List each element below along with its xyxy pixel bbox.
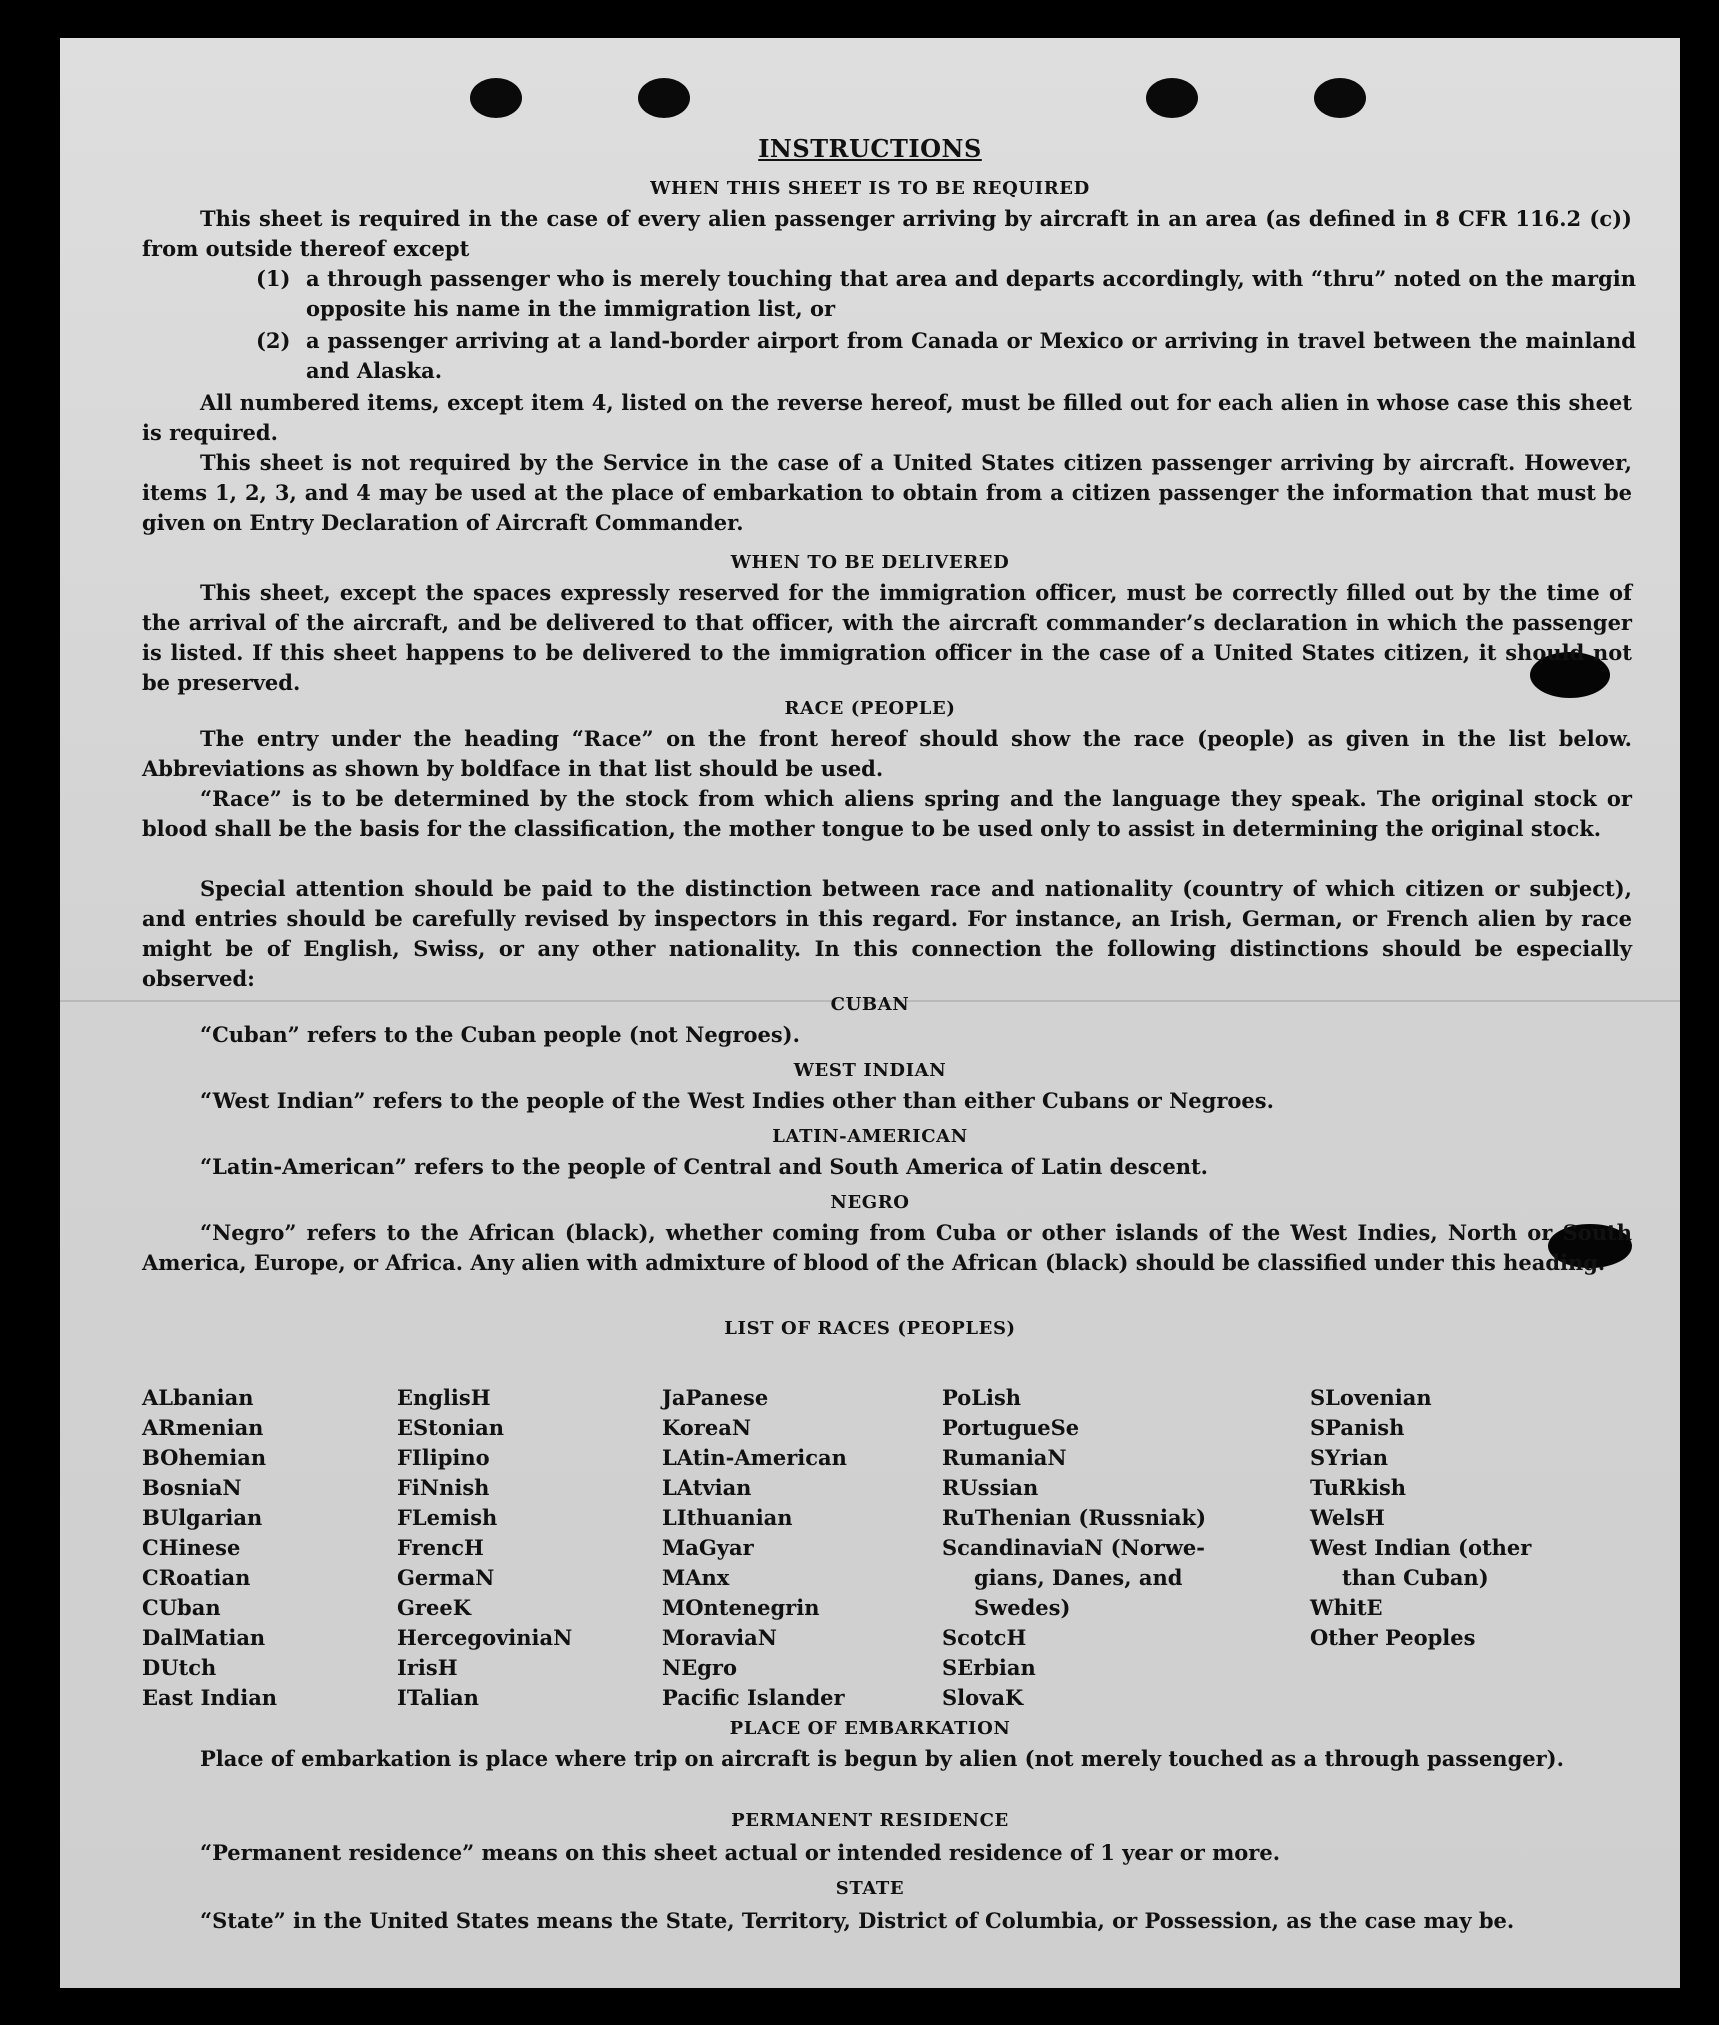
race-entry: GermaN	[397, 1565, 495, 1590]
race-entry: DalMatian	[142, 1625, 266, 1650]
race-entry: SLovenian	[1310, 1385, 1432, 1410]
race-entry: PortugueSe	[942, 1415, 1080, 1440]
race-column	[942, 1383, 1206, 1713]
race-entry: JaPanese	[662, 1385, 769, 1410]
paragraph: Special attention should be paid to the distinction between race and nationality (country of which citizen or subject), and entries should be carefully revised by inspectors in this regard. For instance, an Irish, German, or French alien by race might be of English, Swiss, or any other nationality. In this connection the following distinctions should be especially observed:	[142, 876, 1632, 991]
item-text: a through passenger who is merely touching that area and departs accordingly, with “thru” noted on the margin opposite his name in the immigration list, or	[306, 266, 1636, 321]
race-entry: RUssian	[942, 1475, 1039, 1500]
race-entry: EnglisH	[397, 1385, 491, 1410]
section-heading: WHEN THIS SHEET IS TO BE REQUIRED	[650, 178, 1090, 199]
paragraph: This sheet is required in the case of every alien passenger arriving by aircraft in an area (as defined in 8 CFR 116.2 (c)) from outside thereof except	[142, 206, 1632, 261]
race-entry: FLemish	[397, 1505, 498, 1530]
race-entry: LIthuanian	[662, 1505, 793, 1530]
punch-hole	[1314, 78, 1366, 118]
race-entry: FrencH	[397, 1535, 484, 1560]
paragraph: “Cuban” refers to the Cuban people (not Negroes).	[200, 1022, 800, 1047]
race-entry: West Indian (other	[1310, 1535, 1532, 1560]
race-entry: SYrian	[1310, 1445, 1389, 1470]
race-entry: MAnx	[662, 1565, 730, 1590]
race-entry: RumaniaN	[942, 1445, 1067, 1470]
section-heading: PLACE OF EMBARKATION	[729, 1718, 1011, 1739]
section-heading: STATE	[835, 1878, 905, 1899]
race-entry: GreeK	[397, 1595, 471, 1620]
race-entry: SErbian	[942, 1655, 1036, 1680]
race-entry: ALbanian	[142, 1385, 254, 1410]
race-column	[1310, 1383, 1531, 1653]
race-column	[662, 1383, 847, 1713]
race-entry: East Indian	[142, 1685, 278, 1710]
race-entry: SlovaK	[942, 1685, 1024, 1710]
paragraph: “Race” is to be determined by the stock from which aliens spring and the language they speak. The original stock or blood shall be the basis for the classification, the mother tongue to be used only to assist in determining the original stock.	[142, 786, 1632, 841]
paragraph: “Negro” refers to the African (black), whether coming from Cuba or other islands of the West Indies, North or South America, Europe, or Africa. Any alien with admixture of blood of the African (black) should be classified under this heading.	[142, 1220, 1632, 1275]
race-entry: ScotcH	[942, 1625, 1027, 1650]
race-entry: WelsH	[1310, 1505, 1385, 1530]
paragraph: “West Indian” refers to the people of the West Indies other than either Cubans or Negroes.	[200, 1088, 1274, 1113]
race-entry: NEgro	[662, 1655, 737, 1680]
paragraph: “State” in the United States means the State, Territory, District of Columbia, or Possession, as the case may be.	[200, 1908, 1515, 1933]
race-entry: Pacific Islander	[662, 1685, 845, 1710]
section-heading: WHEN TO BE DELIVERED	[730, 552, 1010, 573]
race-entry: RuThenian (Russniak)	[942, 1505, 1207, 1530]
race-entry: FIlipino	[397, 1445, 490, 1470]
numbered-item	[256, 264, 1636, 324]
race-entry: PoLish	[942, 1385, 1022, 1410]
race-entry: WhitE	[1310, 1595, 1383, 1620]
race-entry: TuRkish	[1310, 1475, 1407, 1500]
page-title: INSTRUCTIONS	[758, 134, 982, 163]
race-entry: than Cuban)	[1342, 1565, 1489, 1590]
punch-hole	[638, 78, 690, 118]
paragraph: Place of embarkation is place where trip on aircraft is begun by alien (not merely touched as a through passenger).	[200, 1746, 1564, 1771]
race-entry: Other Peoples	[1310, 1625, 1476, 1650]
race-entry: Swedes)	[974, 1595, 1071, 1620]
race-entry: SPanish	[1310, 1415, 1405, 1440]
race-entry: CHinese	[142, 1535, 241, 1560]
section-heading: CUBAN	[830, 994, 910, 1015]
race-entry: BUlgarian	[142, 1505, 263, 1530]
race-column	[142, 1383, 277, 1713]
race-entry: MOntenegrin	[662, 1595, 820, 1620]
section-heading: NEGRO	[830, 1192, 910, 1213]
section-heading: PERMANENT RESIDENCE	[731, 1810, 1009, 1831]
section-heading: LIST OF RACES (PEOPLES)	[724, 1318, 1016, 1339]
race-entry: ARmenian	[142, 1415, 264, 1440]
race-entry: MoraviaN	[662, 1625, 777, 1650]
race-entry: HercegoviniaN	[397, 1625, 573, 1650]
paragraph: This sheet, except the spaces expressly reserved for the immigration officer, must be correctly filled out by the time of the arrival of the aircraft, and be delivered to that officer, with the aircraft commander’s declaration in which the passenger is listed. If this sheet happens to be delivered to the immigration officer in the case of a United States citizen, it should not be preserved.	[142, 580, 1632, 695]
numbered-item	[256, 326, 1636, 386]
race-entry: gians, Danes, and	[974, 1565, 1183, 1590]
item-text: a passenger arriving at a land-border airport from Canada or Mexico or arriving in travel between the mainland and Alaska.	[306, 328, 1636, 383]
punch-hole	[470, 78, 522, 118]
race-entry: ITalian	[397, 1685, 479, 1710]
section-heading: WEST INDIAN	[793, 1060, 947, 1081]
item-number: (2)	[256, 328, 291, 353]
race-entry: FiNnish	[397, 1475, 490, 1500]
race-entry: KoreaN	[662, 1415, 752, 1440]
race-entry: BOhemian	[142, 1445, 267, 1470]
document-page	[60, 38, 1680, 1988]
race-entry: CRoatian	[142, 1565, 251, 1590]
race-column	[397, 1383, 572, 1713]
paragraph: “Permanent residence” means on this sheet actual or intended residence of 1 year or more.	[200, 1840, 1281, 1865]
race-entry: ScandinaviaN (Norwe-	[942, 1535, 1206, 1560]
section-heading: LATIN-AMERICAN	[772, 1126, 968, 1147]
item-number: (1)	[256, 266, 291, 291]
race-entry: LAtvian	[662, 1475, 752, 1500]
race-entry: EStonian	[397, 1415, 504, 1440]
race-entry: IrisH	[397, 1655, 458, 1680]
paragraph: “Latin-American” refers to the people of Central and South America of Latin descent.	[200, 1154, 1208, 1179]
section-heading: RACE (PEOPLE)	[784, 698, 956, 719]
race-entry: DUtch	[142, 1655, 217, 1680]
punch-hole	[1146, 78, 1198, 118]
paragraph: This sheet is not required by the Service in the case of a United States citizen passenger arriving by aircraft. However, items 1, 2, 3, and 4 may be used at the place of embarkation to obtain from a citizen passenger the information that must be given on Entry Declaration of Aircraft Commander.	[142, 450, 1632, 535]
race-entry: LAtin-American	[662, 1445, 847, 1470]
race-entry: MaGyar	[662, 1535, 754, 1560]
paragraph: The entry under the heading “Race” on the front hereof should show the race (people) as given in the list below. Abbreviations as shown by boldface in that list should be used.	[142, 726, 1632, 781]
race-entry: CUban	[142, 1595, 221, 1620]
paragraph: All numbered items, except item 4, listed on the reverse hereof, must be filled out for each alien in whose case this sheet is required.	[142, 390, 1632, 445]
race-entry: BosniaN	[142, 1475, 242, 1500]
